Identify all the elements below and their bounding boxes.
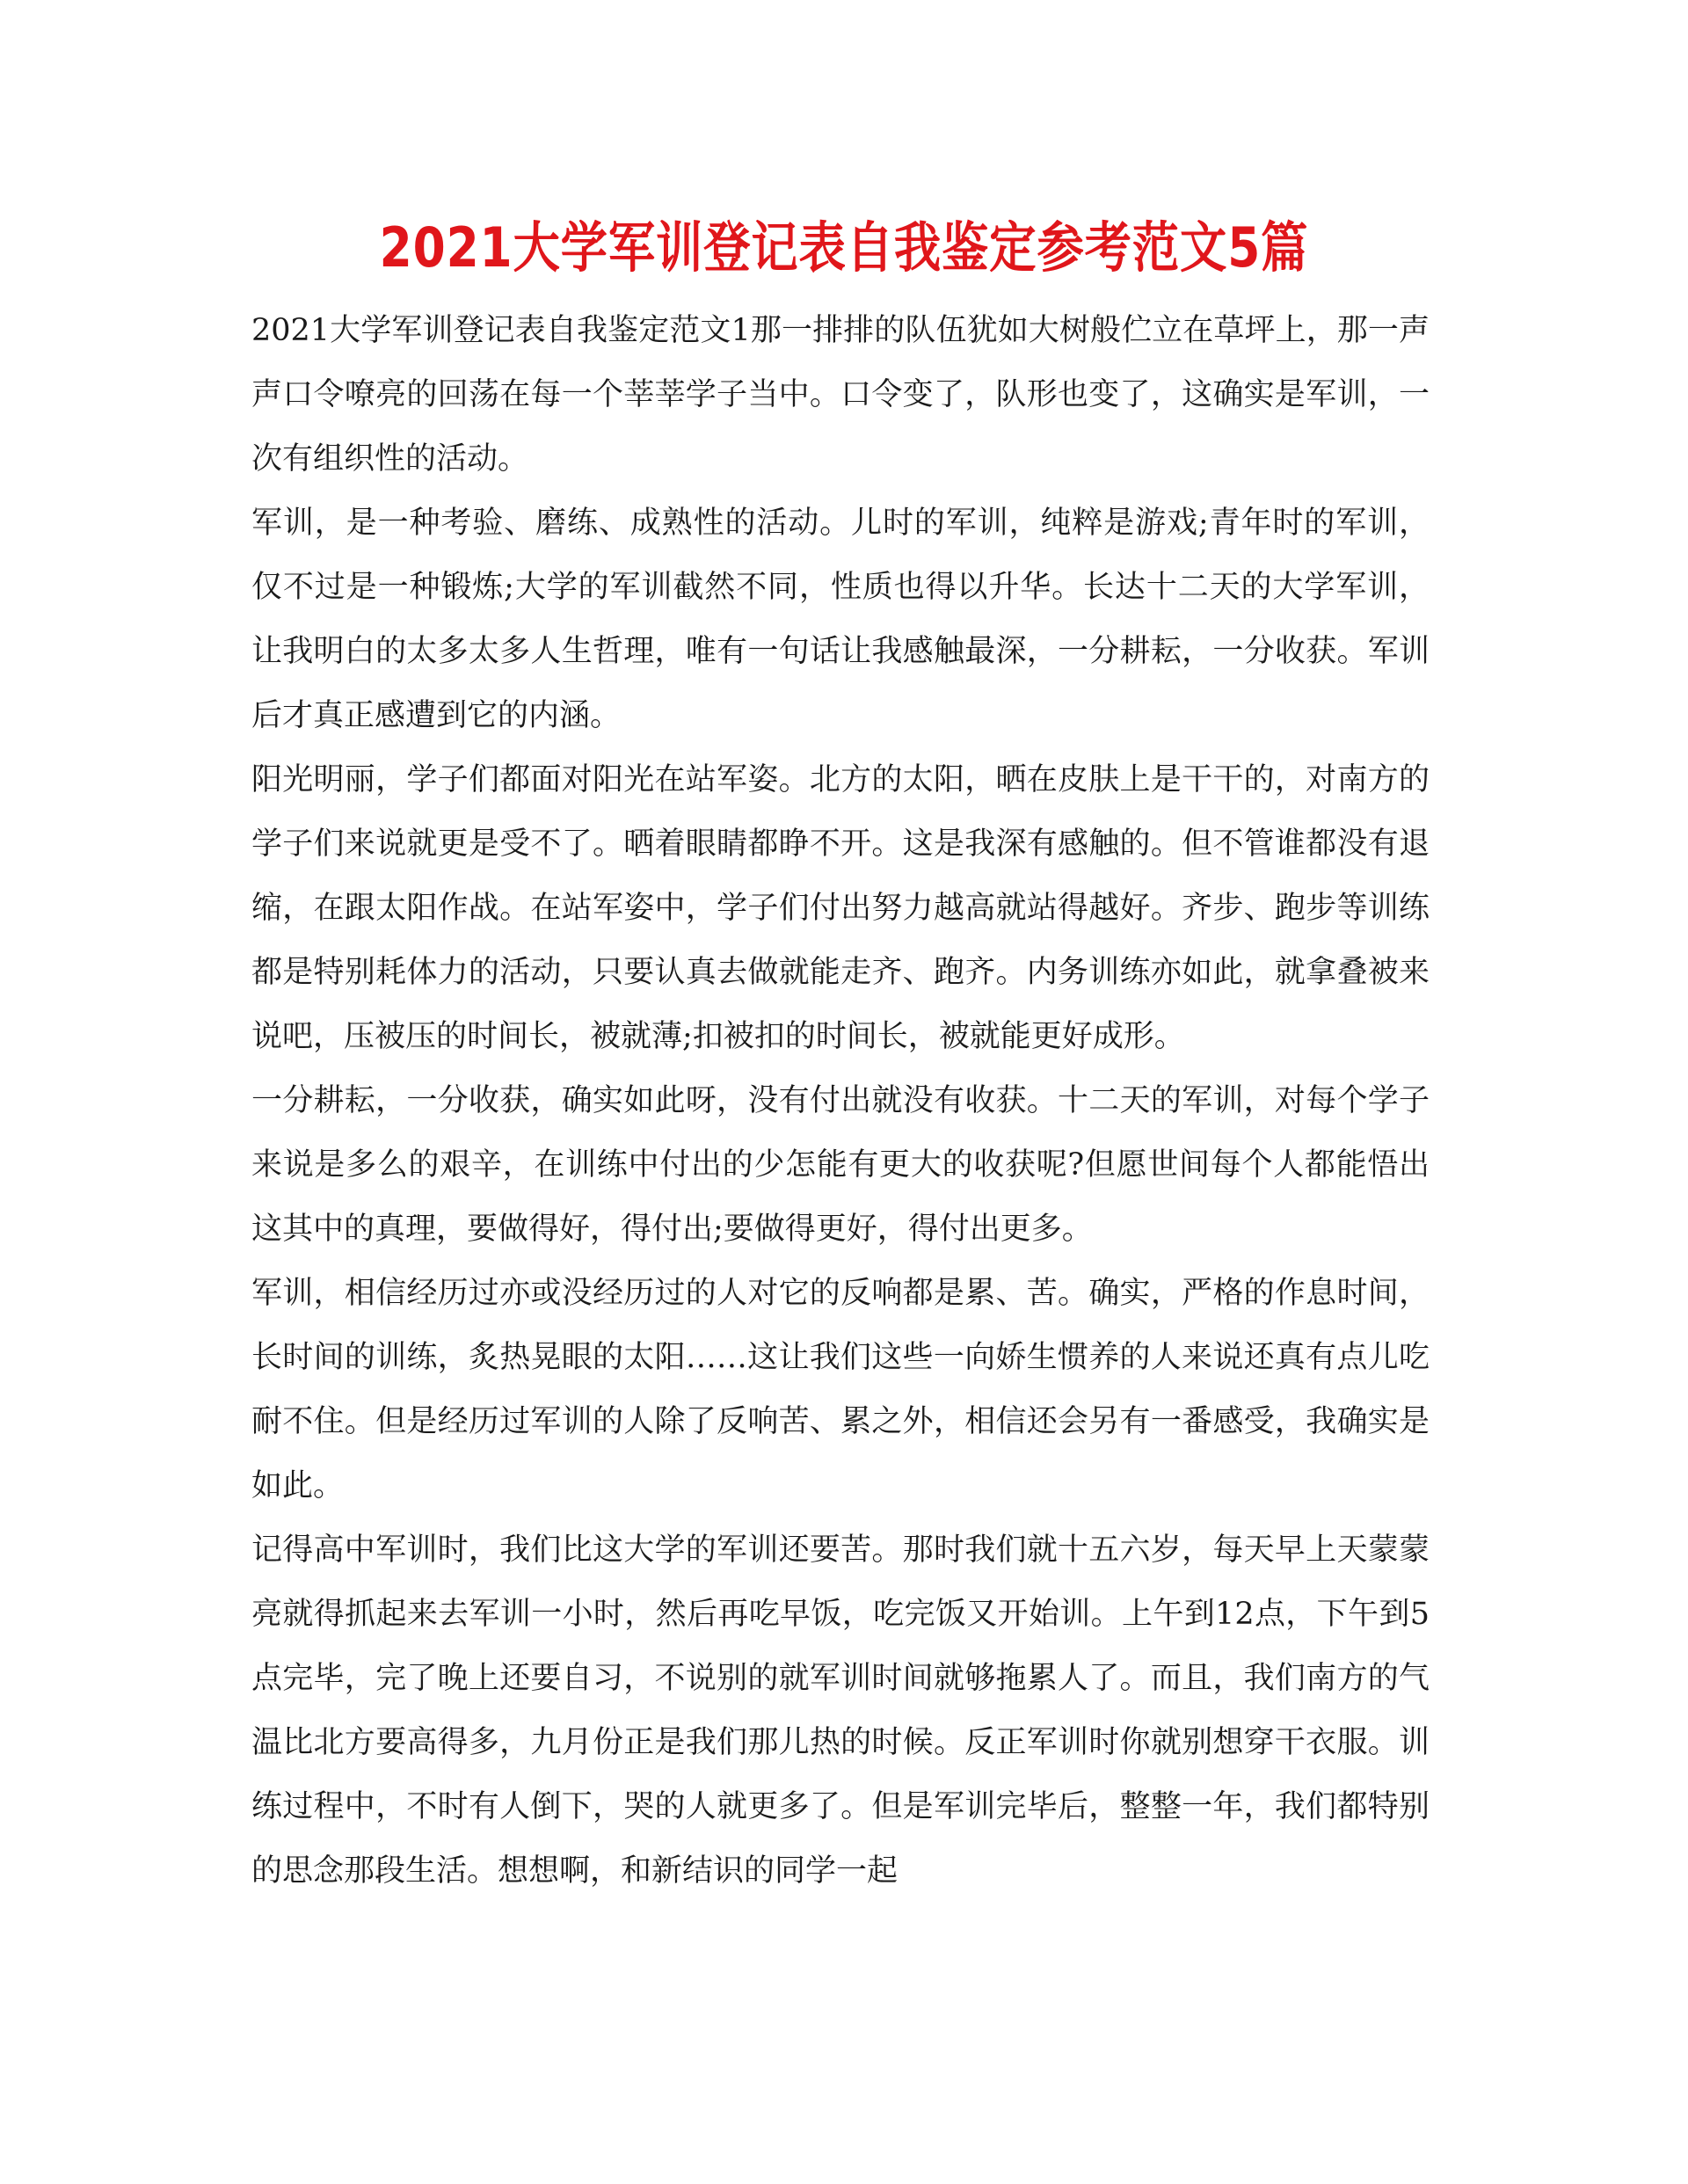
document-title: 2021大学军训登记表自我鉴定参考范文5篇 bbox=[379, 215, 1309, 280]
document-body bbox=[251, 299, 1430, 1904]
paragraph-6: 记得高中军训时，我们比这大学的军训还要苦。那时我们就十五六岁，每天早上天蒙蒙亮就得抓起来去军训一小时，然后再吃早饭，吃完饭又开始训。上午到12点，下午到5点完毕，完了晚上还要自习，不说别的就军训时间就够拖累人了。而且，我们南方的气温比北方要高得多，九月份正是我们那儿热的时候。反正军训时你就别想穿干衣服。训练过程中，不时有人倒下，哭的人就更多了。但是军训完毕后，整整一年，我们都特别的思念那段生活。想想啊，和新结识的同学一起 bbox=[251, 1532, 1430, 1889]
paragraph-1: 2021大学军训登记表自我鉴定范文1那一排排的队伍犹如大树般伫立在草坪上，那一声声口令嘹亮的回荡在每一个莘莘学子当中。口令变了，队形也变了，这确实是军训，一次有组织性的活动。 bbox=[251, 313, 1430, 477]
paragraph-3: 阳光明丽，学子们都面对阳光在站军姿。北方的太阳，晒在皮肤上是干干的，对南方的学子们来说就更是受不了。晒着眼睛都睁不开。这是我深有感触的。但不管谁都没有退缩，在跟太阳作战。在站军姿中，学子们付出努力越高就站得越好。齐步、跑步等训练都是特别耗体力的活动，只要认真去做就能走齐、跑齐。内务训练亦如此，就拿叠被来说吧，压被压的时间长，被就薄;扣被扣的时间长，被就能更好成形。 bbox=[251, 762, 1430, 1054]
paragraph-4: 一分耕耘，一分收获，确实如此呀，没有付出就没有收获。十二天的军训，对每个学子来说是多么的艰辛，在训练中付出的少怎能有更大的收获呢?但愿世间每个人都能悟出这其中的真理，要做得好，得付出;要做得更好，得付出更多。 bbox=[251, 1083, 1430, 1247]
paragraph-2: 军训，是一种考验、磨练、成熟性的活动。儿时的军训，纯粹是游戏;青年时的军训，仅不过是一种锻炼;大学的军训截然不同，性质也得以升华。长达十二天的大学军训，让我明白的太多太多人生哲理，唯有一句话让我感触最深，一分耕耘，一分收获。军训后才真正感遭到它的内涵。 bbox=[251, 506, 1430, 733]
paragraph-5: 军训，相信经历过亦或没经历过的人对它的反响都是累、苦。确实，严格的作息时间，长时间的训练，炙热晃眼的太阳……这让我们这些一向娇生惯养的人来说还真有点儿吃耐不住。但是经历过军训的人除了反响苦、累之外，相信还会另有一番感受，我确实是如此。 bbox=[251, 1276, 1430, 1503]
